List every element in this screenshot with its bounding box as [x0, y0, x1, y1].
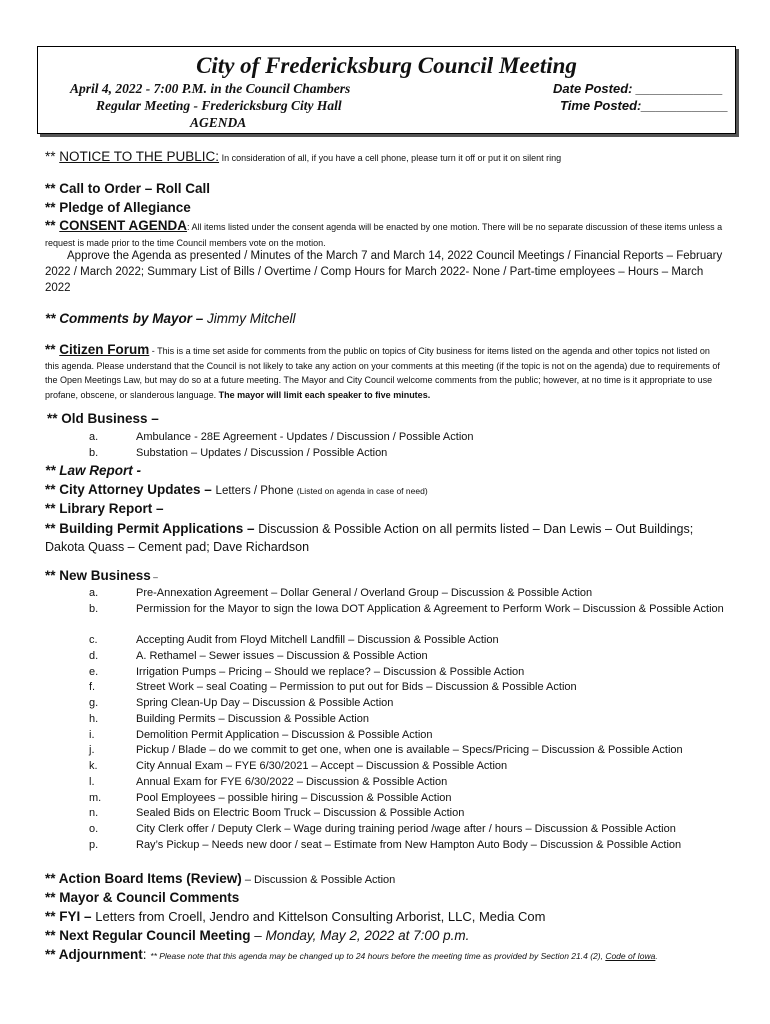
law-report: ** Law Report -	[45, 463, 142, 478]
agenda-header-box	[37, 46, 736, 134]
list-item: f. Street Work – seal Coating – Permission to put out for Bids – Discussion & Possible Action	[89, 681, 577, 693]
list-item: m. Pool Employees – possible hiring – Discussion & Possible Action	[89, 792, 452, 804]
consent-label: CONSENT AGENDA	[59, 218, 188, 233]
list-item: p. Ray’s Pickup – Needs new door / seat – Estimate from New Hampton Auto Body – Discussion & Possible Action	[89, 839, 682, 851]
next-regular-meeting: ** Next Regular Council Meeting – Monday, May 2, 2022 at 7:00 p.m.	[45, 928, 470, 943]
list-item: h. Building Permits – Discussion & Possible Action	[89, 713, 369, 725]
list-item: a. Ambulance - 28E Agreement - Updates / Discussion / Possible Action	[89, 431, 474, 443]
library-report: ** Library Report –	[45, 501, 164, 516]
call-to-order: ** Call to Order – Roll Call	[45, 181, 211, 196]
pledge: ** Pledge of Allegiance	[45, 200, 191, 215]
list-item: i. Demolition Permit Application – Discussion & Possible Action	[89, 729, 433, 741]
list-item: e. Irrigation Pumps – Pricing – Should we replace? – Discussion & Possible Action	[89, 666, 525, 678]
fyi: ** FYI – Letters from Croell, Jendro and Kittelson Consulting Arborist, LLC, Media Com	[45, 909, 546, 924]
time-posted: Time Posted:____________	[560, 98, 729, 113]
list-item: j. Pickup / Blade – do we commit to get one, when one is available – Specs/Pricing – Discussion & Possible Action	[89, 744, 683, 756]
consent-agenda: ** CONSENT AGENDA: All items listed under the consent agenda will be enacted by one motion. There will be no separate discussion of these items unless a request is made prior to the time Council members vote on the motion.	[45, 218, 723, 248]
notice-to-public: ** NOTICE TO THE PUBLIC: In consideration of all, if you have a cell phone, please turn it off or put it on silent ring	[45, 149, 562, 164]
list-item: a. Pre-Annexation Agreement – Dollar General / Overland Group – Discussion & Possible Action	[89, 587, 593, 599]
building-permit-applications: ** Building Permit Applications – Discussion & Possible Action on all permits listed – Dan Lewis – Out Buildings; Dakota Quass – Cement pad; Dave Richardson	[45, 521, 694, 554]
mayor-council-comments: ** Mayor & Council Comments	[45, 890, 240, 905]
consent-body: Approve the Agenda as presented / Minutes of the March 7 and March 14, 2022 Council Meetings / Financial Reports – February 2022 / March 2022; Summary List of Bills / Overtime / Comp Hours for March 2022- None / Part-time employees – Hours – March 2022	[45, 250, 723, 294]
new-business-heading: ** New Business –	[45, 568, 158, 583]
action-board-items: ** Action Board Items (Review) – Discussion & Possible Action	[45, 871, 396, 886]
old-business-heading: ** Old Business –	[47, 411, 159, 426]
list-item: b. Permission for the Mayor to sign the Iowa DOT Application & Agreement to Perform Work – Discussion & Possible Action	[89, 603, 724, 615]
page-title: City of Fredericksburg Council Meeting	[196, 53, 577, 78]
list-item: k. City Annual Exam – FYE 6/30/2021 – Accept – Discussion & Possible Action	[89, 760, 508, 772]
list-item: g. Spring Clean-Up Day – Discussion & Possible Action	[89, 697, 394, 709]
meeting-date-line: April 4, 2022 - 7:00 P.M. in the Council Chambers	[70, 81, 351, 96]
city-attorney-updates: ** City Attorney Updates – Letters / Phone (Listed on agenda in case of need)	[45, 482, 428, 497]
notice-label: NOTICE TO THE PUBLIC:	[59, 149, 220, 164]
citizen-forum-label: Citizen Forum	[59, 342, 150, 357]
list-item: d. A. Rethamel – Sewer issues – Discussion & Possible Action	[89, 650, 428, 662]
meeting-type-line: Regular Meeting - Fredericksburg City Hall	[96, 98, 342, 113]
citizen-forum: ** Citizen Forum - This is a time set aside for comments from the public on topics of City business for items listed on the agenda and other topics not listed on this agenda. Please understand that the Council is not likely to take any action on your comments at this meeting (if the topic is not on the agenda) due to requirements of the Open Meetings Law, but may do so at a future meeting. The Mayor and City Council welcome comments from the public; however, at no time is it appropriate to use profane, obscene, or slanderous language. The mayor will limit each speaker to five minutes.	[45, 342, 720, 400]
mayor-comments: ** Comments by Mayor – Jimmy Mitchell	[45, 311, 296, 326]
list-item: o. City Clerk offer / Deputy Clerk – Wage during training period /wage after / hours – Discussion & Possible Action	[89, 823, 676, 835]
list-item: l. Annual Exam for FYE 6/30/2022 – Discussion & Possible Action	[89, 776, 448, 788]
adjournment: ** Adjournment: ** Please note that this agenda may be changed up to 24 hours before the meeting time as provided by Section 21.4 (2), Code of Iowa.	[45, 947, 658, 962]
date-posted: Date Posted: ____________	[553, 81, 723, 96]
list-item: c. Accepting Audit from Floyd Mitchell Landfill – Discussion & Possible Action	[89, 634, 499, 646]
agenda-label: AGENDA	[190, 115, 247, 130]
list-item: b. Substation – Updates / Discussion / Possible Action	[89, 447, 388, 459]
list-item: n. Sealed Bids on Electric Boom Truck – Discussion & Possible Action	[89, 807, 465, 819]
